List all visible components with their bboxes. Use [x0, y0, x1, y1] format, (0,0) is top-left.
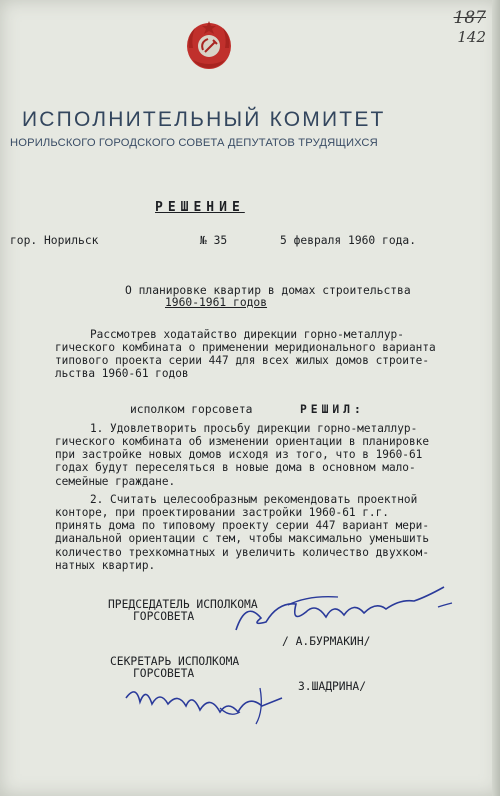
- preamble-text: гического комбината о применении меридионального варианта типового проекта серии 447 для всех жилых домов строите- льства 1960-61 годов: [55, 341, 436, 381]
- page-edge: [492, 0, 500, 796]
- chairman-title-2: ГОРСОВЕТА: [133, 610, 195, 623]
- item-2-first-line: 2. Считать целесообразным рекомендовать проектной: [90, 493, 418, 506]
- archive-number-new: 142: [457, 28, 486, 46]
- decision-date: 5 февраля 1960 года.: [280, 234, 417, 247]
- item-1-first-line: 1. Удовлетворить просьбу дирекции горно-металлур-: [90, 422, 418, 435]
- city-line: гор. Норильск: [10, 234, 99, 247]
- item-2-text: конторе, при проектировании застройки 1960-61 г.г. принять дома по типовому проекту серии 447 вариант мери- дианальной ориентации с тем, чтобы максимально уменьшить количество трехкомнатных и увеличить количество двухком- натных квартир.: [55, 506, 430, 572]
- topic-line-2: 1960-1961 годов: [165, 296, 268, 309]
- item-1-text: гического комбината об изменении ориентации в планировке при застройке новых домов исходя из того, что в 1960-61 годах будут переселяться в новые дома в основном мало- семейные граждане.: [55, 435, 430, 488]
- secretary-name: З.ШАДРИНА/: [298, 680, 367, 693]
- committee-subtitle: НОРИЛЬСКОГО ГОРОДСКОГО СОВЕТА ДЕПУТАТОВ ТРУДЯЩИХСЯ: [10, 137, 378, 149]
- chairman-name: / А.БУРМАКИН/: [282, 635, 371, 648]
- secretary-title: СЕКРЕТАРЬ ИСПОЛКОМА: [110, 655, 240, 668]
- archive-number-crossed: 187: [453, 8, 486, 28]
- decision-verb: РЕШИЛ:: [300, 403, 365, 416]
- decision-number: № 35: [200, 234, 228, 247]
- preamble-first-line: Рассмотрев ходатайство дирекции горно-металлур-: [90, 328, 404, 341]
- chairman-title: ПРЕДСЕДАТЕЛЬ ИСПОЛКОМА: [108, 598, 258, 611]
- archive-number: [454, 8, 486, 46]
- committee-title: ИСПОЛНИТЕЛЬНЫЙ КОМИТЕТ: [22, 108, 386, 131]
- secretary-signature: [120, 668, 300, 728]
- document-type: РЕШЕНИЕ: [155, 200, 245, 215]
- topic-line-1: О планировке квартир в домах строительства: [125, 284, 411, 297]
- state-emblem-icon: [183, 18, 235, 72]
- decision-body: исполком горсовета: [130, 403, 253, 416]
- secretary-title-2: ГОРСОВЕТА: [133, 667, 195, 680]
